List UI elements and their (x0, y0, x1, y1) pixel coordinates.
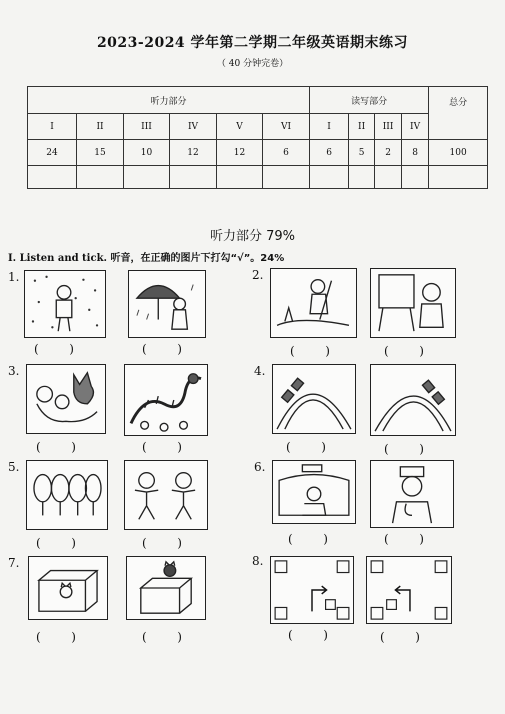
wolf-and-children-icon[interactable] (26, 364, 106, 434)
taxi-driver-icon[interactable] (272, 460, 356, 524)
answer-paren[interactable]: ( ) (286, 440, 326, 454)
score-cell[interactable] (170, 166, 217, 189)
map-turn-left-icon[interactable] (366, 556, 452, 624)
total-points: 100 (429, 140, 488, 166)
cat-in-box-icon[interactable] (28, 556, 108, 620)
listening-col: II (77, 114, 124, 140)
question-number: 3. (8, 364, 20, 378)
boy-planting-tree-icon[interactable] (270, 268, 357, 338)
score-cell[interactable] (310, 166, 349, 189)
answer-paren[interactable]: ( ) (288, 532, 328, 546)
answer-paren[interactable]: ( ) (36, 440, 76, 454)
score-cell[interactable] (28, 166, 77, 189)
reading-col: I (310, 114, 349, 140)
exam-subtitle: （ 40 分钟完卷） (216, 59, 289, 69)
answer-paren[interactable]: ( ) (34, 342, 74, 356)
listening-points: 12 (217, 140, 263, 166)
answer-paren[interactable]: ( ) (384, 442, 424, 456)
children-dancing-icon[interactable] (124, 460, 208, 530)
question-number: 6. (254, 460, 266, 474)
listening-col: IV (170, 114, 217, 140)
question-number: 7. (8, 556, 20, 570)
train-uphill-icon[interactable] (272, 364, 356, 434)
score-table (27, 86, 488, 189)
answer-paren[interactable]: ( ) (142, 536, 182, 550)
listening-points: 12 (170, 140, 217, 166)
question-number: 1. (8, 270, 20, 284)
listening-points: 24 (28, 140, 77, 166)
answer-paren[interactable]: ( ) (142, 630, 182, 644)
reading-points: 2 (375, 140, 402, 166)
score-cell[interactable] (375, 166, 402, 189)
reading-points: 5 (349, 140, 375, 166)
reading-col: IV (402, 114, 429, 140)
reading-header: 读写部分 (310, 87, 429, 114)
listening-col: V (217, 114, 263, 140)
instruction-en: I. Listen and tick. (8, 253, 107, 264)
question-number: 2. (252, 268, 264, 282)
listening-points: 6 (263, 140, 310, 166)
boy-in-snow-icon[interactable] (24, 270, 106, 338)
listening-header: 听力部分 (28, 87, 310, 114)
reading-col: III (375, 114, 402, 140)
doctor-icon[interactable] (370, 460, 454, 528)
answer-paren[interactable]: ( ) (384, 344, 424, 358)
cat-on-box-icon[interactable] (126, 556, 206, 620)
boy-painting-icon[interactable] (370, 268, 456, 338)
listening-points: 10 (124, 140, 170, 166)
question-number: 5. (8, 460, 20, 474)
trees-icon[interactable] (26, 460, 108, 530)
instruction-cn: 听音，在正确的图片下打勾“√”。24% (110, 253, 285, 264)
answer-paren[interactable]: ( ) (142, 440, 182, 454)
answer-paren[interactable]: ( ) (36, 536, 76, 550)
listening-col: III (124, 114, 170, 140)
score-cell[interactable] (402, 166, 429, 189)
reading-col: II (349, 114, 375, 140)
answer-paren[interactable]: ( ) (36, 630, 76, 644)
dragon-icon[interactable] (124, 364, 208, 436)
score-cell[interactable] (349, 166, 375, 189)
question-number: 4. (254, 364, 266, 378)
answer-paren[interactable]: ( ) (142, 342, 182, 356)
listening-points: 15 (77, 140, 124, 166)
score-cell[interactable] (217, 166, 263, 189)
train-downhill-icon[interactable] (370, 364, 456, 436)
score-cell[interactable] (429, 166, 488, 189)
answer-paren[interactable]: ( ) (290, 344, 330, 358)
section-title: 听力部分 79% (209, 229, 296, 244)
score-cell[interactable] (124, 166, 170, 189)
total-header: 总分 (429, 87, 488, 140)
answer-paren[interactable]: ( ) (380, 630, 420, 644)
reading-points: 8 (402, 140, 429, 166)
reading-points: 6 (310, 140, 349, 166)
score-cell[interactable] (263, 166, 310, 189)
answer-paren[interactable]: ( ) (288, 628, 328, 642)
girl-with-umbrella-icon[interactable] (128, 270, 206, 338)
score-cell[interactable] (77, 166, 124, 189)
answer-paren[interactable]: ( ) (384, 532, 424, 546)
instruction (8, 249, 284, 264)
question-number: 8. (252, 554, 264, 568)
map-turn-right-icon[interactable] (270, 556, 354, 624)
listening-col: I (28, 114, 77, 140)
exam-title: 2023-2024 学年第二学期二年级英语期末练习 (96, 35, 409, 51)
listening-col: VI (263, 114, 310, 140)
